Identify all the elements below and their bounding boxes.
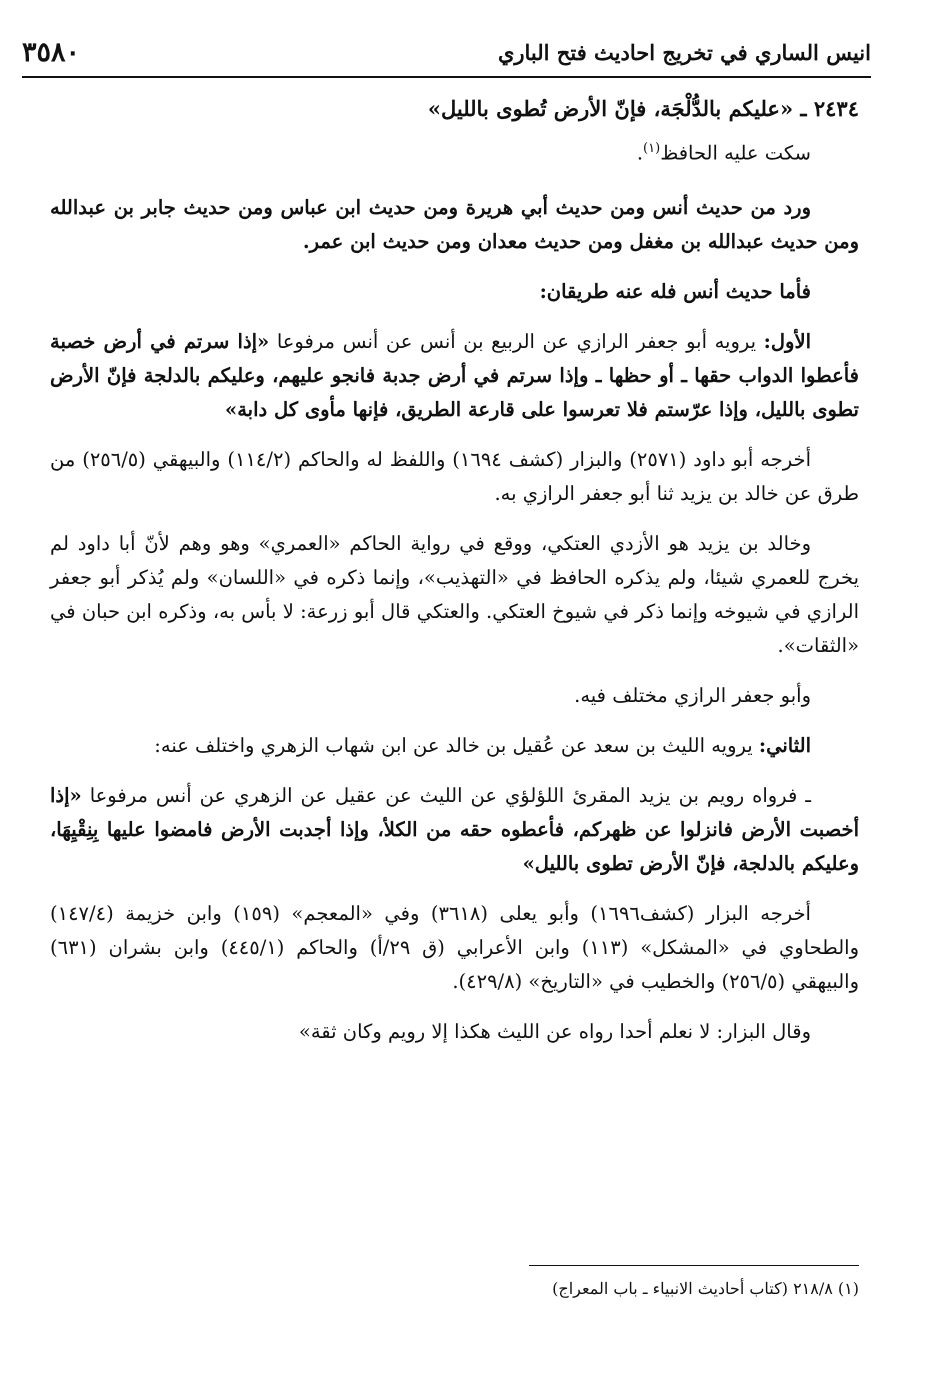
first-text: يرويه أبو جعفر الرازي عن الربيع بن أنس عن أنس مرفوعا (269, 329, 764, 353)
first-label: الأول: (763, 329, 811, 353)
paragraph-abu-jafar: وأبو جعفر الرازي مختلف فيه. (574, 683, 811, 707)
paragraph-first-route (50, 325, 859, 427)
second-label: الثاني: (758, 733, 811, 757)
paragraph-takhrij-1: أخرجه أبو داود (٢٥٧١) والبزار (كشف ١٦٩٤) واللفظ له والحاكم (١١٤/٢) والبيهقي (٢٥٦/٥) من طرق عن خالد بن يزيد ثنا أبو جعفر الرازي به. (50, 447, 859, 505)
running-title: انيس الساري في تخريج احاديث فتح الباري (497, 39, 871, 65)
paragraph-khalid: وخالد بن يزيد هو الأزدي العتكي، ووقع في رواية الحاكم «العمري» وهو وهم لأنّ أبا داود لم يخرج للعمري شيئا، ولم يذكره الحافظ في «التهذيب»، وإنما ذكره في «اللسان» ولم يُذكر أبو جعفر الرازي في شيوخه وإنما ذكر في شيوخ العتكي. والعتكي قال أبو زرعة: لا بأس به، وذكره ابن حبان في «الثقات». (50, 531, 859, 657)
paragraph-second-route (50, 729, 859, 763)
paragraph-bazzar: وقال البزار: لا نعلم أحدا رواه عن الليث هكذا إلا رويم وكان ثقة» (298, 1019, 811, 1043)
paragraph-sources: ورد من حديث أنس ومن حديث أبي هريرة ومن حديث ابن عباس ومن حديث جابر بن عبدالله ومن حديث عبدالله بن مغفل ومن حديث معدان ومن حديث ابن عمر. (50, 195, 859, 253)
ruwaym-text: ـ فرواه رويم بن يزيد المقرئ اللؤلؤي عن الليث عن عقيل عن الزهري عن أنس مرفوعا (81, 783, 811, 807)
note-text: سكت عليه الحافظ (660, 141, 811, 165)
paragraph-takhrij-2: أخرجه البزار (كشف١٦٩٦) وأبو يعلى (٣٦١٨) وفي «المعجم» (١٥٩) وابن خزيمة (١٤٧/٤) والطحاوي في «المشكل» (١١٣) وابن الأعرابي (ق ٢٩/أ) والحاكم (٤٤٥/١) وابن بشران (٦٣١) والبيهقي (٢٥٦/٥) والخطيب في «التاريخ» (٤٢٩/٨). (50, 901, 859, 993)
hadith-heading: ٢٤٣٤ ـ «عليكم بالدُّلْجَة، فإنّ الأرض تُطوى بالليل» (427, 96, 859, 121)
footnote-divider (529, 1265, 859, 1266)
paragraph-note (50, 132, 859, 171)
paragraph-anas-intro: فأما حديث أنس فله عنه طريقان: (539, 279, 811, 303)
second-text: يرويه الليث بن سعد عن عُقيل بن خالد عن ابن شهاب الزهري واختلف عنه: (154, 733, 759, 757)
ruwaym-quote: «إذا أخصبت الأرض فانزلوا عن ظهركم، فأعطوه حقه من الكلأ، وإذا أجدبت الأرض فامضوا عليها بِنِقْيِهَا، وعليكم بالدلجة، فإنّ الأرض تطوى بالليل» (50, 783, 859, 875)
footnote-ref[interactable]: (١) (643, 141, 661, 156)
page-header (22, 28, 871, 78)
paragraph-ruwaym (50, 779, 859, 881)
note-end: . (636, 141, 644, 165)
page-body (50, 92, 859, 1065)
first-quote: «إذا سرتم في أرض خصبة فأعطوا الدواب حقها ـ أو حظها ـ وإذا سرتم في أرض جدبة فانجو عليهم، وعليكم بالدلجة فإنّ الأرض تطوى بالليل، وإذا عرّستم فلا تعرسوا على قارعة الطريق، فإنها مأوى كل دابة» (50, 329, 859, 421)
page-number: ٣٥٨٠ (22, 36, 81, 68)
footnote: (١) ٢١٨/٨ (كتاب أحاديث الانبياء ـ باب المعراج) (552, 1279, 859, 1298)
